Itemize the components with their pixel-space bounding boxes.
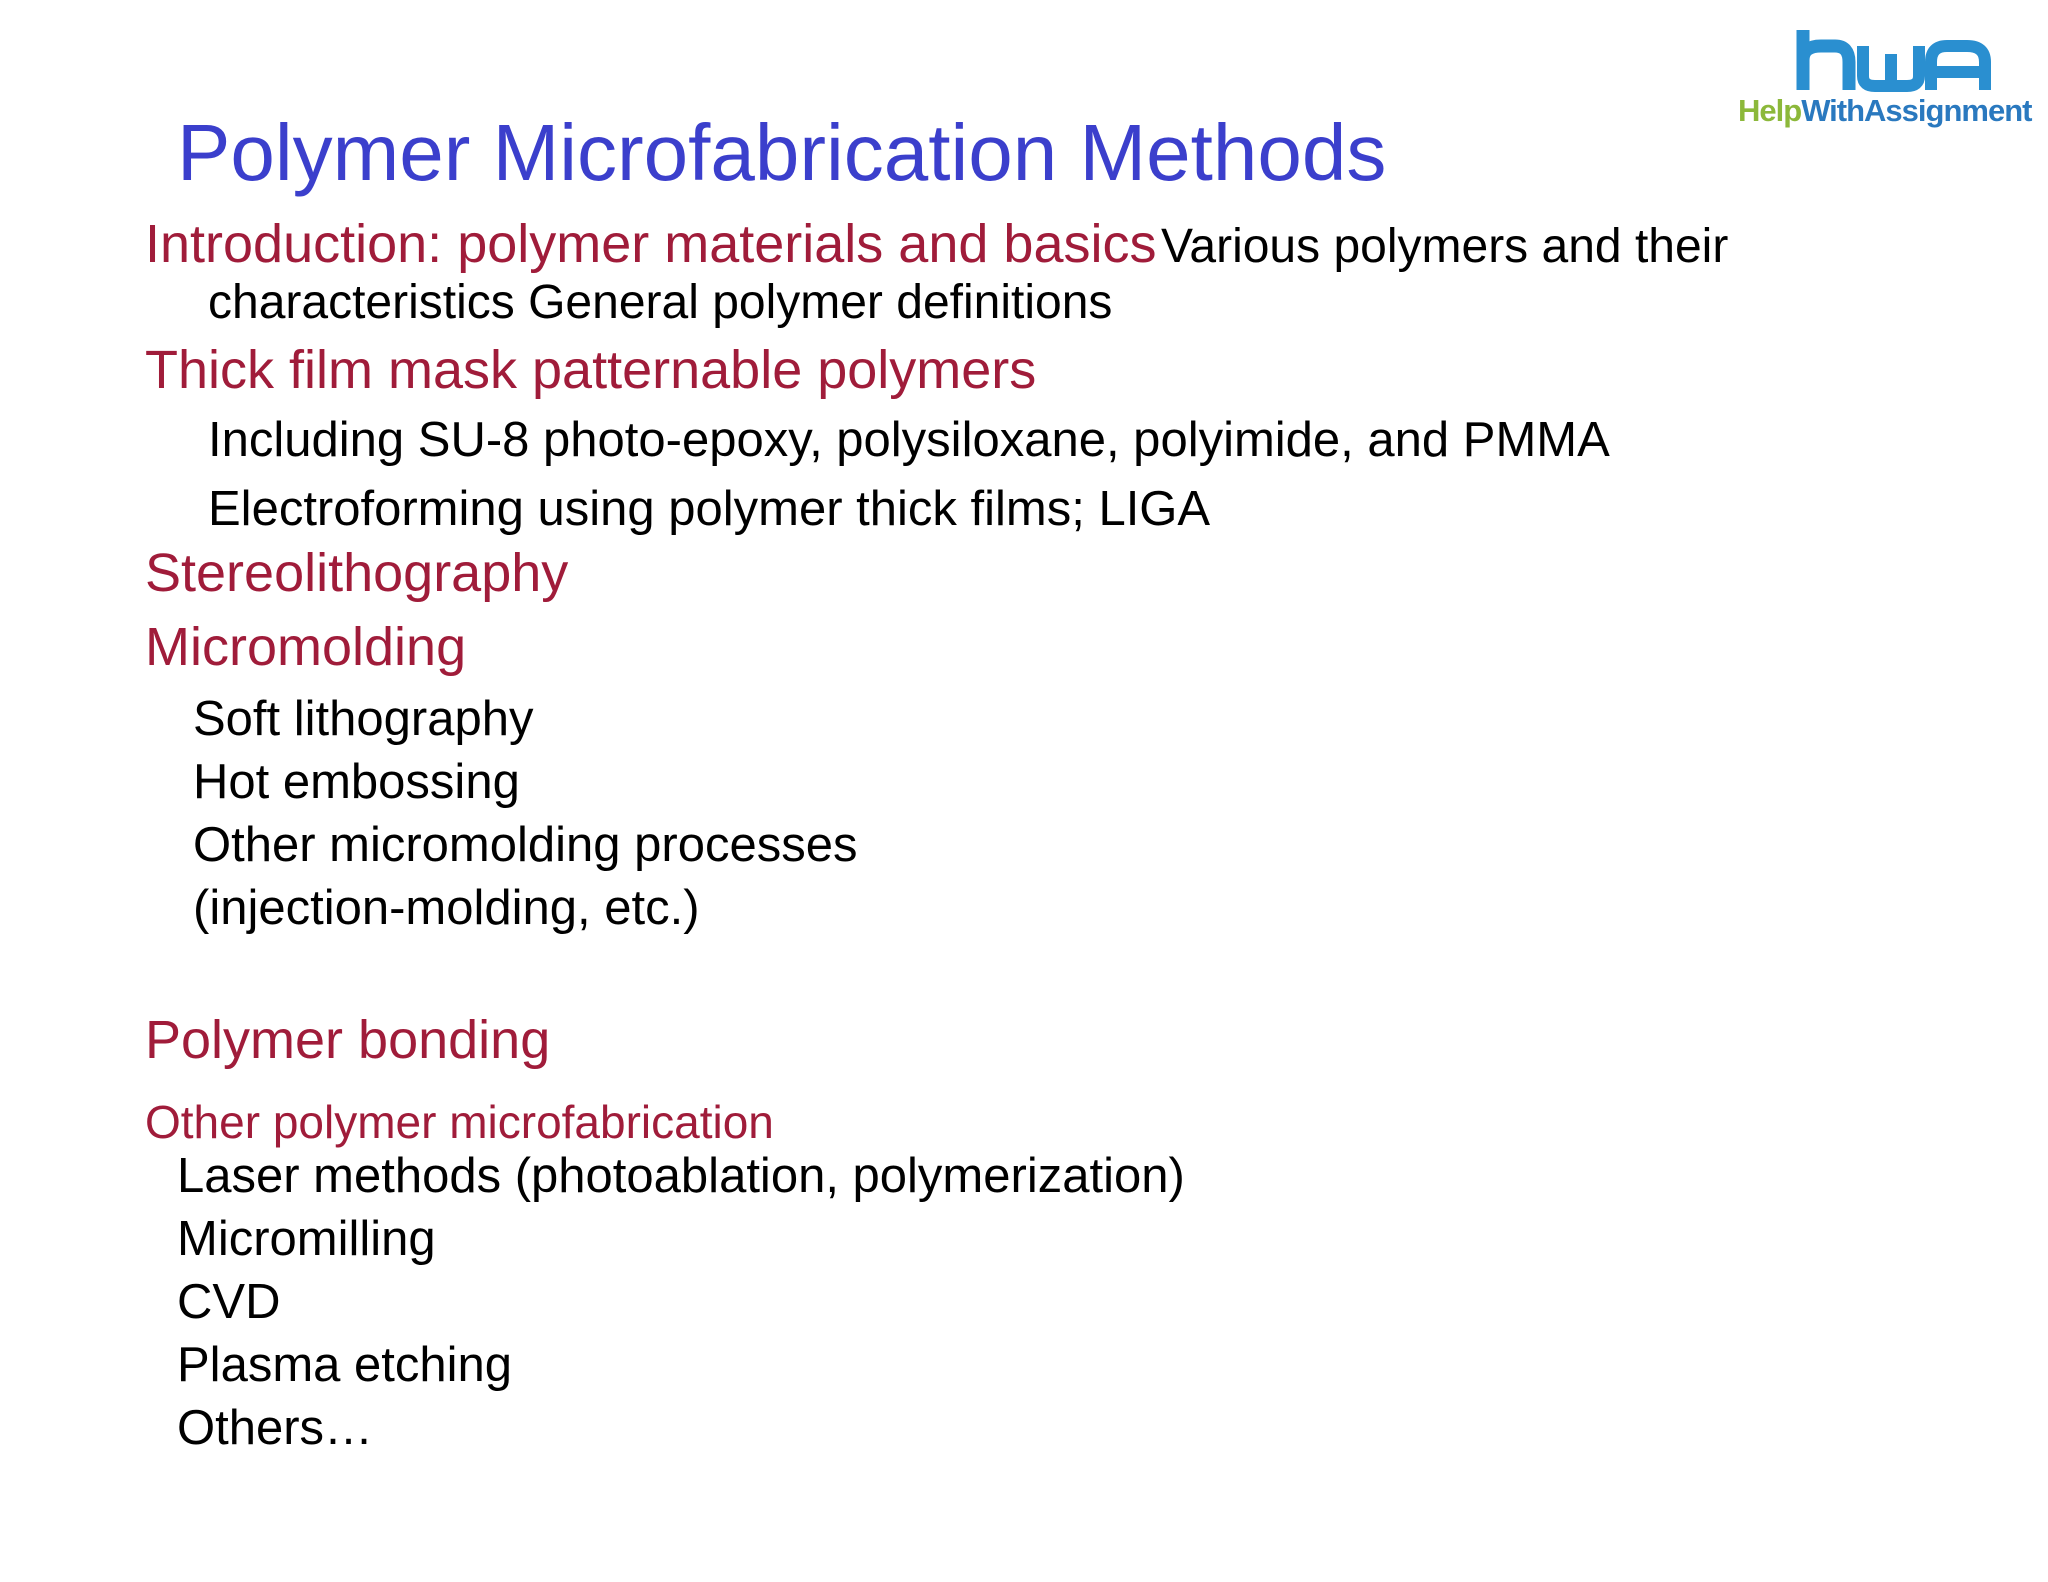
other-heading: Other polymer microfabrication <box>145 1096 774 1148</box>
micromolding-item: Soft lithography <box>193 692 534 746</box>
other-item: Others… <box>177 1401 374 1455</box>
logo-text-with: WithAssignment <box>1801 93 2032 128</box>
thick-film-item: Electroforming using polymer thick films; LIGA <box>208 482 1211 536</box>
other-item: Micromilling <box>177 1212 436 1266</box>
micromolding-item: Other micromolding processes <box>193 818 858 872</box>
stereolithography-heading: Stereolithography <box>145 543 569 603</box>
logo-text <box>1738 93 2031 129</box>
thick-film-item: Including SU-8 photo-epoxy, polysiloxane, polyimide, and PMMA <box>208 413 1610 467</box>
micromolding-item: Hot embossing <box>193 755 520 809</box>
intro-line <box>145 214 1729 274</box>
polymer-bonding-heading: Polymer bonding <box>145 1010 551 1070</box>
other-item: CVD <box>177 1275 281 1329</box>
micromolding-item: (injection-molding, etc.) <box>193 881 700 935</box>
micromolding-heading: Micromolding <box>145 617 467 677</box>
other-item: Laser methods (photoablation, polymerization) <box>177 1149 1185 1203</box>
intro-text-line2: characteristics General polymer definitions <box>208 276 1113 329</box>
intro-text-line1: Various polymers and their <box>1160 220 1729 273</box>
page-title: Polymer Microfabrication Methods <box>177 108 1387 197</box>
logo-text-help: Help <box>1738 93 1802 128</box>
intro-heading: Introduction: polymer materials and basics <box>145 214 1157 274</box>
thick-film-heading: Thick film mask patternable polymers <box>145 340 1037 400</box>
other-item: Plasma etching <box>177 1338 513 1392</box>
